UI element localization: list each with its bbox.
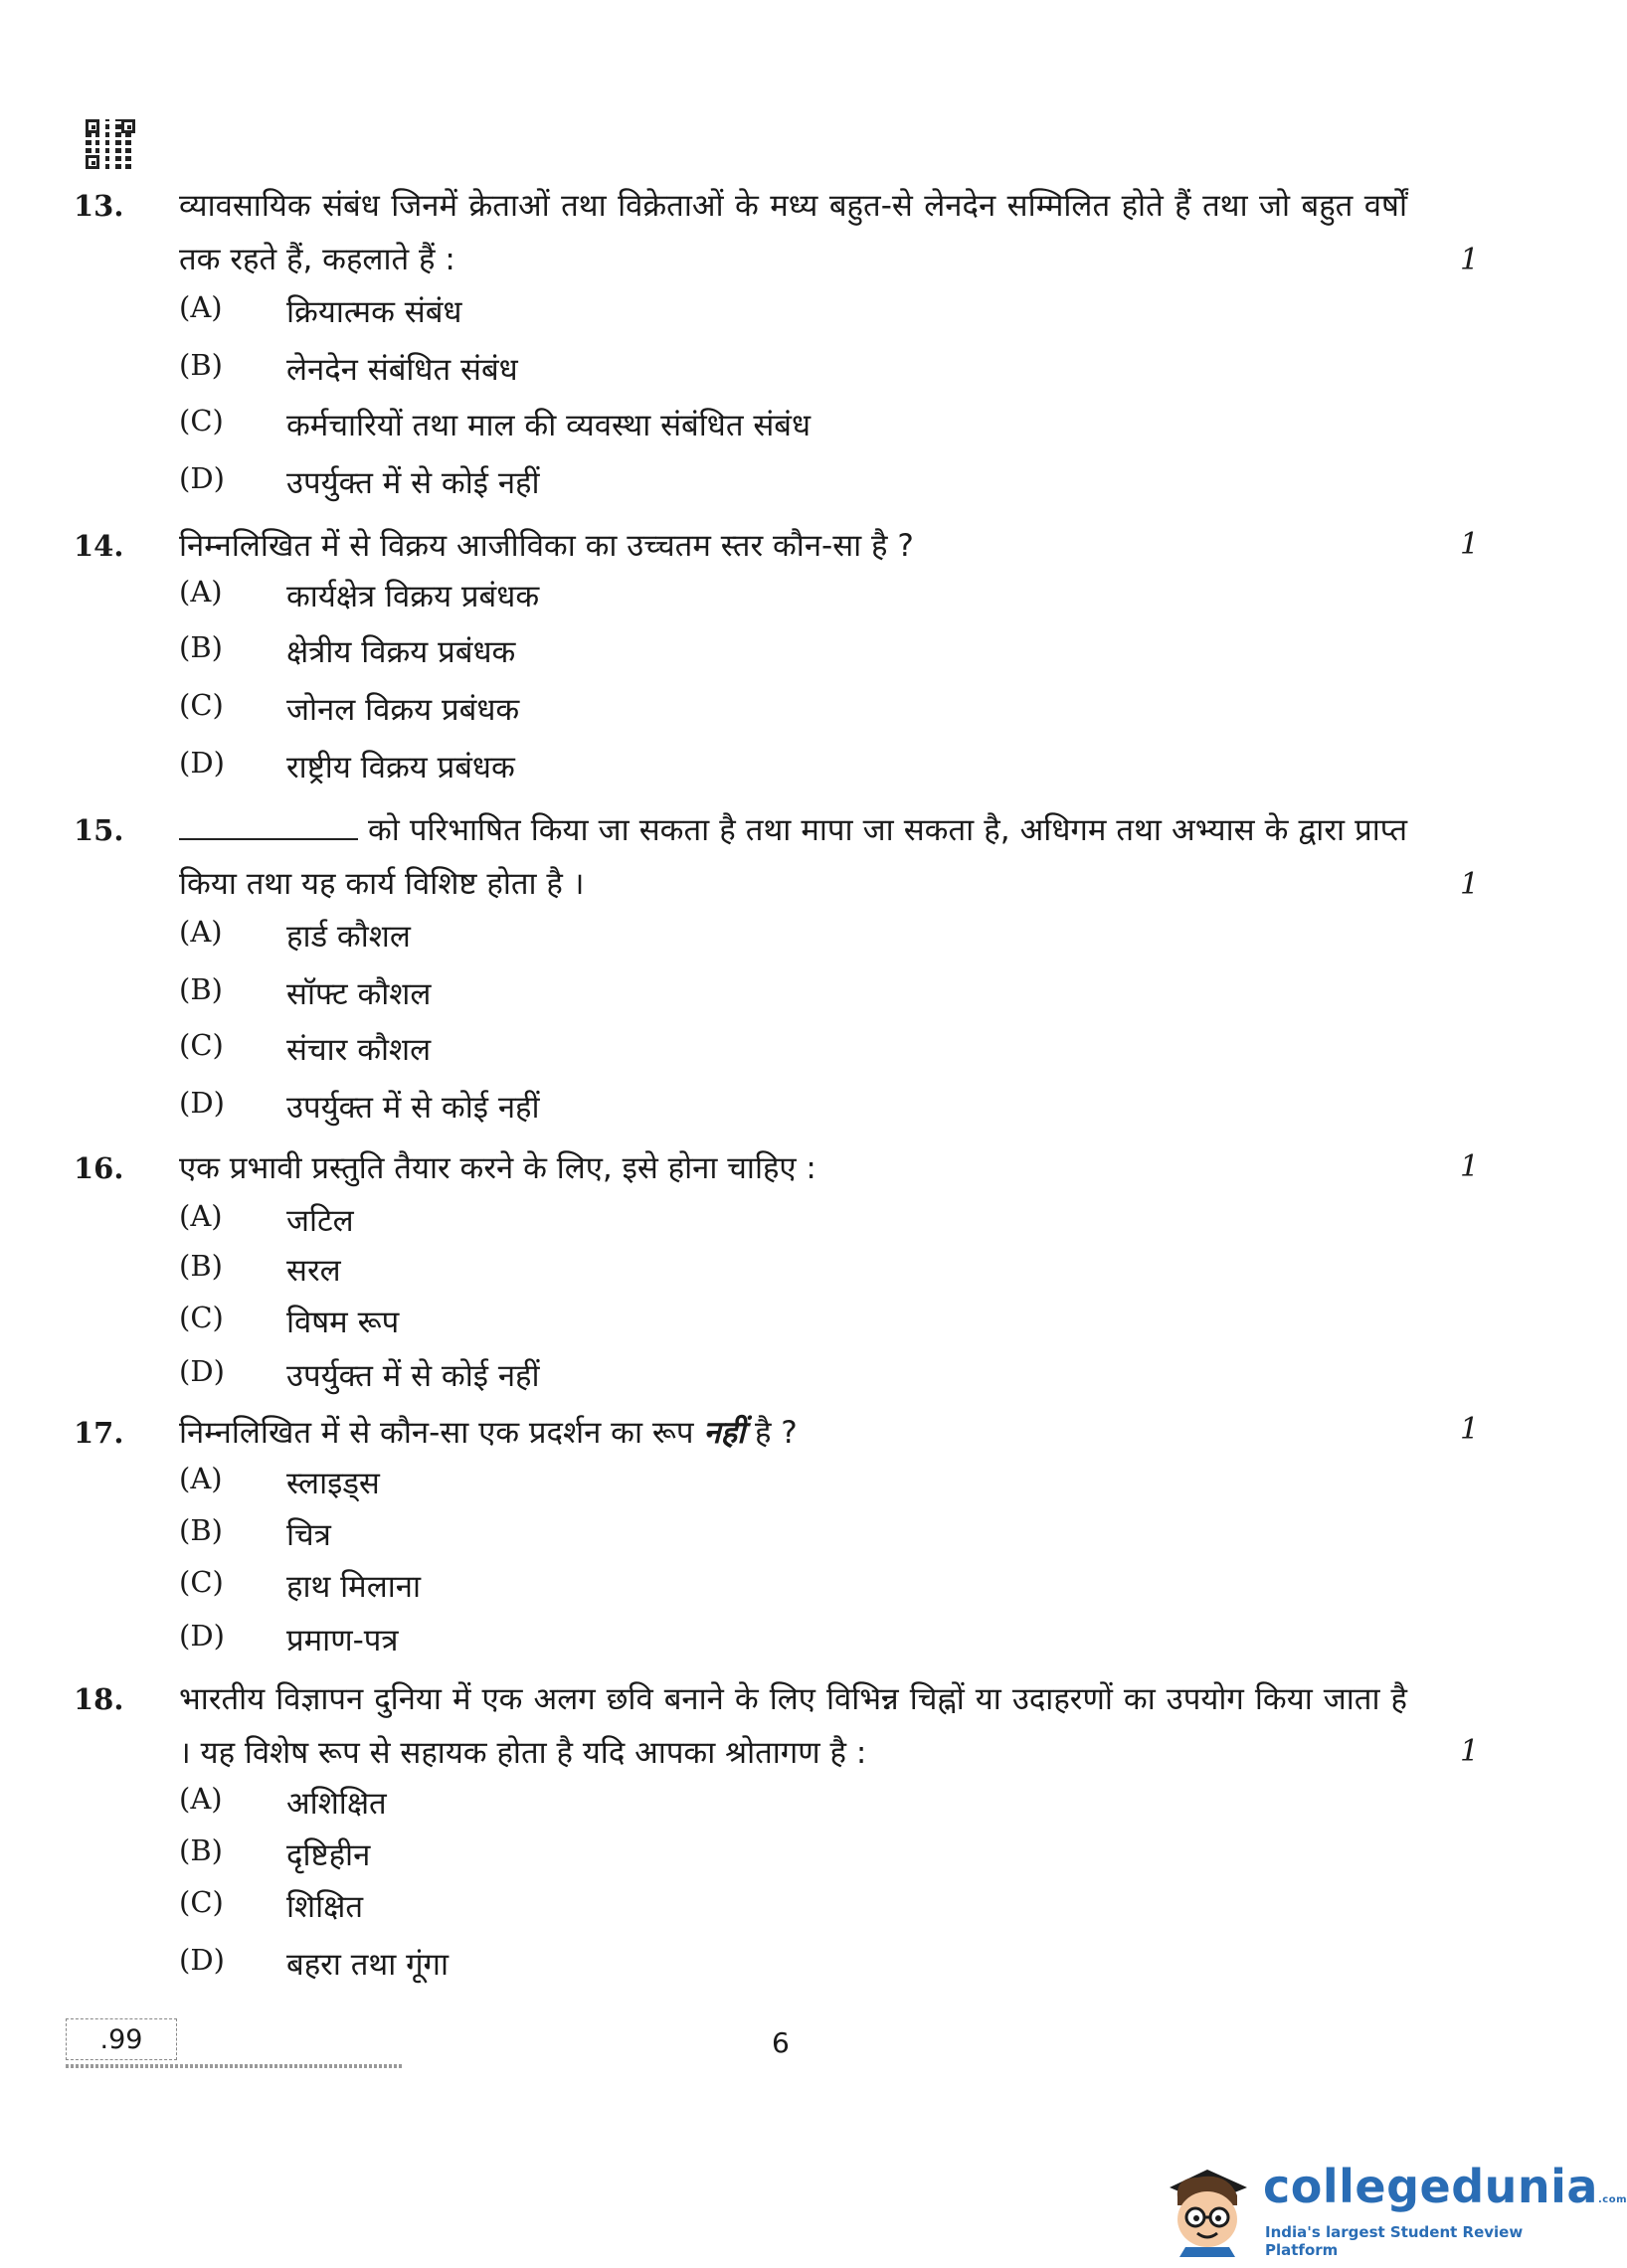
question-text-before: निम्नलिखित में से कौन-सा एक प्रदर्शन का रूप bbox=[179, 1415, 694, 1451]
footer-fine-print bbox=[66, 2064, 404, 2068]
option-letter: (D) bbox=[179, 1354, 225, 1388]
option-text: स्लाइड्स bbox=[286, 1466, 380, 1501]
page-number: 6 bbox=[772, 2026, 790, 2059]
question-marks: 1 bbox=[1460, 1149, 1480, 1184]
option-text: क्रियात्मक संबंध bbox=[286, 294, 462, 330]
option-letter: (A) bbox=[179, 915, 223, 949]
option-letter: (A) bbox=[179, 1782, 223, 1816]
option-letter: (B) bbox=[179, 630, 223, 664]
option-a bbox=[179, 1462, 1372, 1511]
question-text: भारतीय विज्ञापन दुनिया में एक अलग छवि बनाने के लिए विभिन्न चिह्नों या उदाहरणों का उपयोग किया जाता है । यह विशेष रूप से सहायक होता है यदि आपका श्रोतागण है : bbox=[179, 1681, 1407, 1771]
option-letter: (B) bbox=[179, 1833, 223, 1867]
option-letter: (D) bbox=[179, 1086, 225, 1120]
option-b bbox=[179, 972, 1372, 1022]
question-marks: 1 bbox=[1460, 867, 1480, 902]
option-d bbox=[179, 1086, 1372, 1135]
option-text: विषम रूप bbox=[286, 1305, 400, 1340]
option-letter: (D) bbox=[179, 1943, 225, 1977]
option-a bbox=[179, 290, 1372, 340]
option-text: राष्ट्रीय विक्रय प्रबंधक bbox=[286, 750, 515, 785]
option-text: चित्र bbox=[286, 1517, 331, 1553]
option-letter: (C) bbox=[179, 1565, 224, 1599]
option-letter: (B) bbox=[179, 1249, 223, 1283]
option-letter: (C) bbox=[179, 1301, 224, 1334]
option-d bbox=[179, 746, 1372, 795]
option-text: अशिक्षित bbox=[286, 1786, 387, 1822]
option-letter: (C) bbox=[179, 404, 224, 437]
question-text: एक प्रभावी प्रस्तुति तैयार करने के लिए, इसे होना चाहिए : bbox=[179, 1150, 816, 1186]
option-text: बहरा तथा गूंगा bbox=[286, 1947, 450, 1983]
brand-suffix: .com bbox=[1597, 2194, 1627, 2205]
negation-emphasis: नहीं bbox=[703, 1415, 746, 1451]
question-text-after: है ? bbox=[754, 1415, 798, 1451]
option-b bbox=[179, 348, 1372, 398]
option-a bbox=[179, 915, 1372, 964]
brand-text: collegedunia bbox=[1263, 2160, 1598, 2213]
option-text: शिक्षित bbox=[286, 1889, 364, 1925]
option-a bbox=[179, 1199, 1372, 1249]
option-text: प्रमाण-पत्र bbox=[286, 1623, 399, 1658]
collegedunia-logo bbox=[1154, 2148, 1627, 2262]
option-b bbox=[179, 1513, 1372, 1563]
option-letter: (D) bbox=[179, 746, 225, 780]
option-text: जोनल विक्रय प्रबंधक bbox=[286, 692, 520, 728]
option-letter: (A) bbox=[179, 1462, 223, 1495]
option-text: क्षेत्रीय विक्रय प्रबंधक bbox=[286, 634, 516, 670]
option-c bbox=[179, 404, 1372, 453]
question-number: 18. bbox=[74, 1682, 124, 1716]
question-marks: 1 bbox=[1460, 527, 1480, 562]
option-text: हार्ड कौशल bbox=[286, 919, 411, 955]
question-number: 14. bbox=[74, 529, 124, 563]
question-text: व्यावसायिक संबंध जिनमें क्रेताओं तथा विक्रेताओं के मध्य बहुत-से लेनदेन सम्मिलित होते हैं तथा जो बहुत वर्षों तक रहते हैं, कहलाते हैं : bbox=[179, 188, 1407, 277]
option-text: कर्मचारियों तथा माल की व्यवस्था संबंधित संबंध bbox=[286, 408, 812, 443]
option-letter: (B) bbox=[179, 348, 223, 382]
question-marks: 1 bbox=[1460, 1734, 1480, 1769]
question-text-body: को परिभाषित किया जा सकता है तथा मापा जा सकता है, अधिगम तथा अभ्यास के द्वारा प्राप्त किया तथा यह कार्य विशिष्ट होता है । bbox=[179, 812, 1407, 902]
option-text: जटिल bbox=[286, 1203, 354, 1239]
option-letter: (C) bbox=[179, 1028, 224, 1062]
option-b bbox=[179, 630, 1372, 680]
option-text: सॉफ्ट कौशल bbox=[286, 976, 432, 1012]
question-marks: 1 bbox=[1460, 243, 1480, 277]
fill-in-blank bbox=[179, 808, 358, 840]
option-c bbox=[179, 1885, 1372, 1935]
question-text bbox=[179, 1406, 1407, 1460]
question-number: 13. bbox=[74, 189, 124, 223]
option-c bbox=[179, 1028, 1372, 1078]
option-text: उपर्युक्त में से कोई नहीं bbox=[286, 1358, 540, 1394]
option-letter: (D) bbox=[179, 461, 225, 495]
option-letter: (A) bbox=[179, 290, 223, 324]
option-letter: (D) bbox=[179, 1619, 225, 1653]
option-c bbox=[179, 688, 1372, 738]
option-text: लेनदेन संबंधित संबंध bbox=[286, 352, 518, 388]
qr-code-icon bbox=[86, 119, 135, 169]
mascot-icon bbox=[1158, 2148, 1257, 2257]
option-letter: (B) bbox=[179, 1513, 223, 1547]
option-text: संचार कौशल bbox=[286, 1032, 432, 1068]
option-d bbox=[179, 1943, 1372, 1993]
option-b bbox=[179, 1833, 1372, 1883]
option-text: दृष्टिहीन bbox=[286, 1837, 371, 1873]
option-c bbox=[179, 1565, 1372, 1615]
option-b bbox=[179, 1249, 1372, 1299]
question-text bbox=[179, 803, 1407, 911]
option-letter: (B) bbox=[179, 972, 223, 1006]
option-letter: (A) bbox=[179, 575, 223, 609]
brand-tagline: India's largest Student Review Platform bbox=[1265, 2223, 1524, 2259]
option-d bbox=[179, 1619, 1372, 1668]
option-a bbox=[179, 1782, 1372, 1832]
option-d bbox=[179, 1354, 1372, 1404]
option-text: उपर्युक्त में से कोई नहीं bbox=[286, 1090, 540, 1126]
option-letter: (C) bbox=[179, 1885, 224, 1919]
option-a bbox=[179, 575, 1372, 624]
paper-code: .99 bbox=[66, 2018, 177, 2060]
option-text: सरल bbox=[286, 1253, 341, 1289]
option-text: कार्यक्षेत्र विक्रय प्रबंधक bbox=[286, 579, 540, 614]
brand-name bbox=[1263, 2160, 1627, 2213]
question-number: 16. bbox=[74, 1151, 124, 1185]
option-letter: (A) bbox=[179, 1199, 223, 1233]
option-text: उपर्युक्त में से कोई नहीं bbox=[286, 465, 540, 501]
option-d bbox=[179, 461, 1372, 511]
question-number: 17. bbox=[74, 1416, 124, 1450]
question-text: निम्नलिखित में से विक्रय आजीविका का उच्चतम स्तर कौन-सा है ? bbox=[179, 528, 914, 564]
question-marks: 1 bbox=[1460, 1412, 1480, 1447]
option-letter: (C) bbox=[179, 688, 224, 722]
option-c bbox=[179, 1301, 1372, 1350]
option-text: हाथ मिलाना bbox=[286, 1569, 422, 1605]
question-number: 15. bbox=[74, 813, 124, 847]
